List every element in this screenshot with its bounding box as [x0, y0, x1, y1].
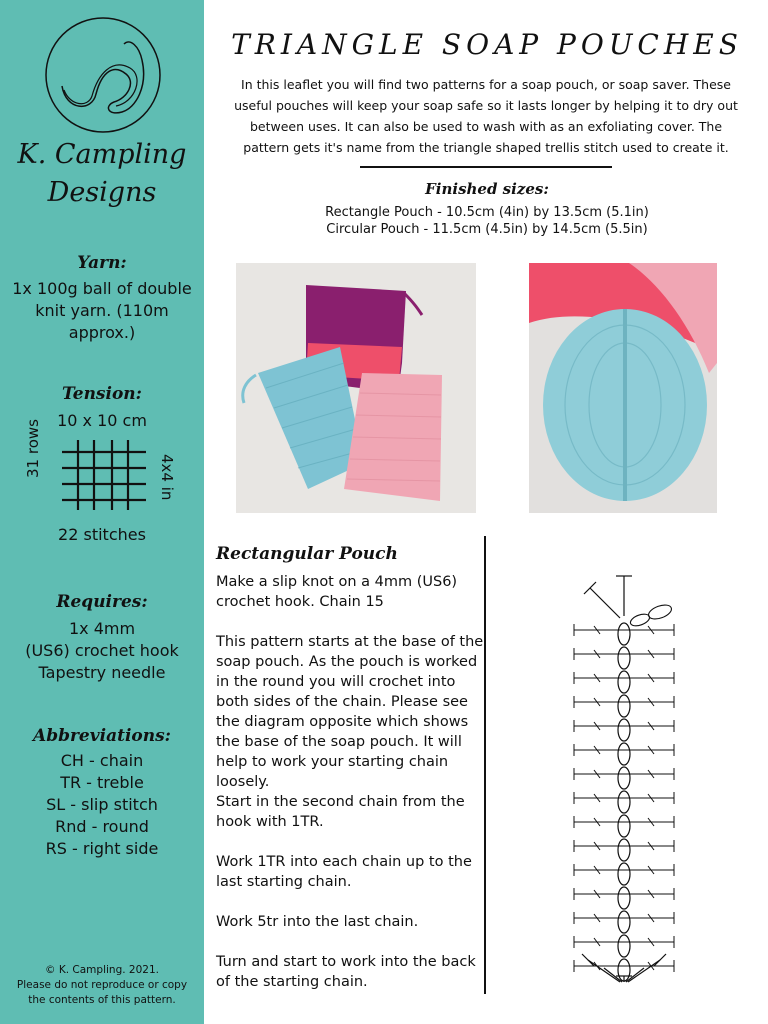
chain-stitch-symbol	[647, 602, 674, 621]
list-item: RS - right side	[45, 839, 159, 858]
chain-stitch-symbol	[618, 671, 630, 693]
size-circular: Circular Pouch - 11.5cm (4.5in) by 14.5cm (5.5in)	[326, 222, 648, 237]
fan-stitch-symbol	[654, 954, 666, 966]
tension-size: 10 x 10 cm	[57, 411, 147, 430]
sizes-list	[214, 204, 760, 238]
chain-stitch-symbol	[618, 791, 630, 813]
requires-heading: Requires:	[56, 592, 148, 612]
instruction-paragraph: This pattern starts at the base of the soap pouch. As the pouch is worked in the round you will crochet into both sides of the chain. Please see the diagram opposite which shows the base of the soap pouch. It will help to work your starting chain loosely.	[216, 634, 484, 790]
chain-stitch-symbol	[618, 719, 630, 741]
instruction-paragraph: Work 1TR into each chain up to the last starting chain.	[216, 854, 472, 890]
instruction-paragraph: Work 5tr into the last chain.	[216, 914, 419, 930]
yarn-text: 1x 100g ball of double knit yarn. (110m approx.)	[12, 279, 192, 342]
chain-stitch-symbol	[618, 647, 630, 669]
tension-stitches: 22 stitches	[58, 525, 146, 544]
yarn-heading: Yarn:	[77, 253, 127, 273]
size-rectangle: Rectangle Pouch - 10.5cm (4in) by 13.5cm (5.1in)	[325, 205, 649, 220]
chain-stitch-symbol	[618, 695, 630, 717]
chain-stitch-symbol	[618, 935, 630, 957]
copyright-line: the contents of this pattern.	[28, 994, 176, 1006]
rectangular-pouch-heading: Rectangular Pouch	[216, 544, 398, 564]
intro-paragraph: In this leaflet you will find two patterns for a soap pouch, or soap saver. These useful pouches will keep your soap safe so it lasts longer by helping it to dry out between uses. It can also be used to wash with as an exfoliating cover. The pattern gets it's name from the triangle shaped trellis stitch used to create it.	[234, 77, 738, 155]
list-item: 1x 4mm	[68, 619, 136, 638]
copyright-line: Please do not reproduce or copy	[16, 979, 188, 991]
fan-stitch-symbol	[604, 968, 622, 982]
list-item: TR - treble	[60, 773, 144, 792]
fan-stitch-symbol	[588, 960, 620, 982]
copyright-notice	[6, 963, 198, 1008]
sidebar	[0, 0, 204, 1024]
divider	[360, 166, 612, 168]
circular-pouch-illustration	[529, 263, 717, 513]
instruction-paragraph: Start in the second chain from the hook with 1TR.	[216, 794, 465, 830]
list-item: Tapestry needle	[38, 663, 166, 682]
chain-stitch-symbol	[618, 743, 630, 765]
brand-name	[0, 136, 204, 212]
instruction-paragraph: Turn and start to work into the back of the starting chain.	[216, 954, 476, 990]
chain-stitch-symbol	[618, 623, 630, 645]
fan-stitch-symbol	[582, 954, 594, 966]
chain-stitch-symbol	[629, 612, 651, 628]
tension-heading: Tension:	[62, 384, 142, 404]
brand-line-1: K. Campling	[17, 139, 187, 170]
tension-rows: 31 rows	[24, 419, 42, 478]
abbreviations-heading: Abbreviations:	[33, 726, 171, 746]
chain-stitch-symbol	[618, 887, 630, 909]
tension-side: 4x4 in	[158, 454, 176, 501]
requires-list	[0, 618, 204, 684]
list-item: CH - chain	[60, 751, 144, 770]
logo-icon	[44, 16, 162, 134]
list-item: SL - slip stitch	[46, 795, 158, 814]
crochet-chart-diagram	[560, 572, 690, 984]
sizes-heading: Finished sizes:	[425, 180, 549, 198]
chain-stitch-symbol	[618, 767, 630, 789]
fan-stitch-symbol	[626, 968, 644, 982]
chain-stitch-symbol	[618, 815, 630, 837]
list-item: (US6) crochet hook	[25, 641, 179, 660]
circular-pouch-photo	[529, 263, 717, 513]
rectangular-pouches-photo	[236, 263, 476, 513]
column-divider	[484, 536, 486, 994]
abbreviations-list	[0, 750, 204, 860]
chain-stitch-symbol	[618, 839, 630, 861]
brand-line-2: Designs	[47, 177, 157, 208]
fan-stitch-symbol	[628, 960, 660, 982]
instruction-paragraph: Make a slip knot on a 4mm (US6) crochet hook. Chain 15	[216, 574, 458, 610]
list-item: Rnd - round	[55, 817, 149, 836]
chain-stitch-symbol	[618, 911, 630, 933]
pouches-illustration	[236, 263, 476, 513]
fan-stitch-symbol	[590, 588, 620, 618]
copyright-line: © K. Campling. 2021.	[45, 964, 159, 976]
page-title: TRIANGLE SOAP POUCHES	[231, 28, 743, 61]
chain-stitch-symbol	[618, 863, 630, 885]
